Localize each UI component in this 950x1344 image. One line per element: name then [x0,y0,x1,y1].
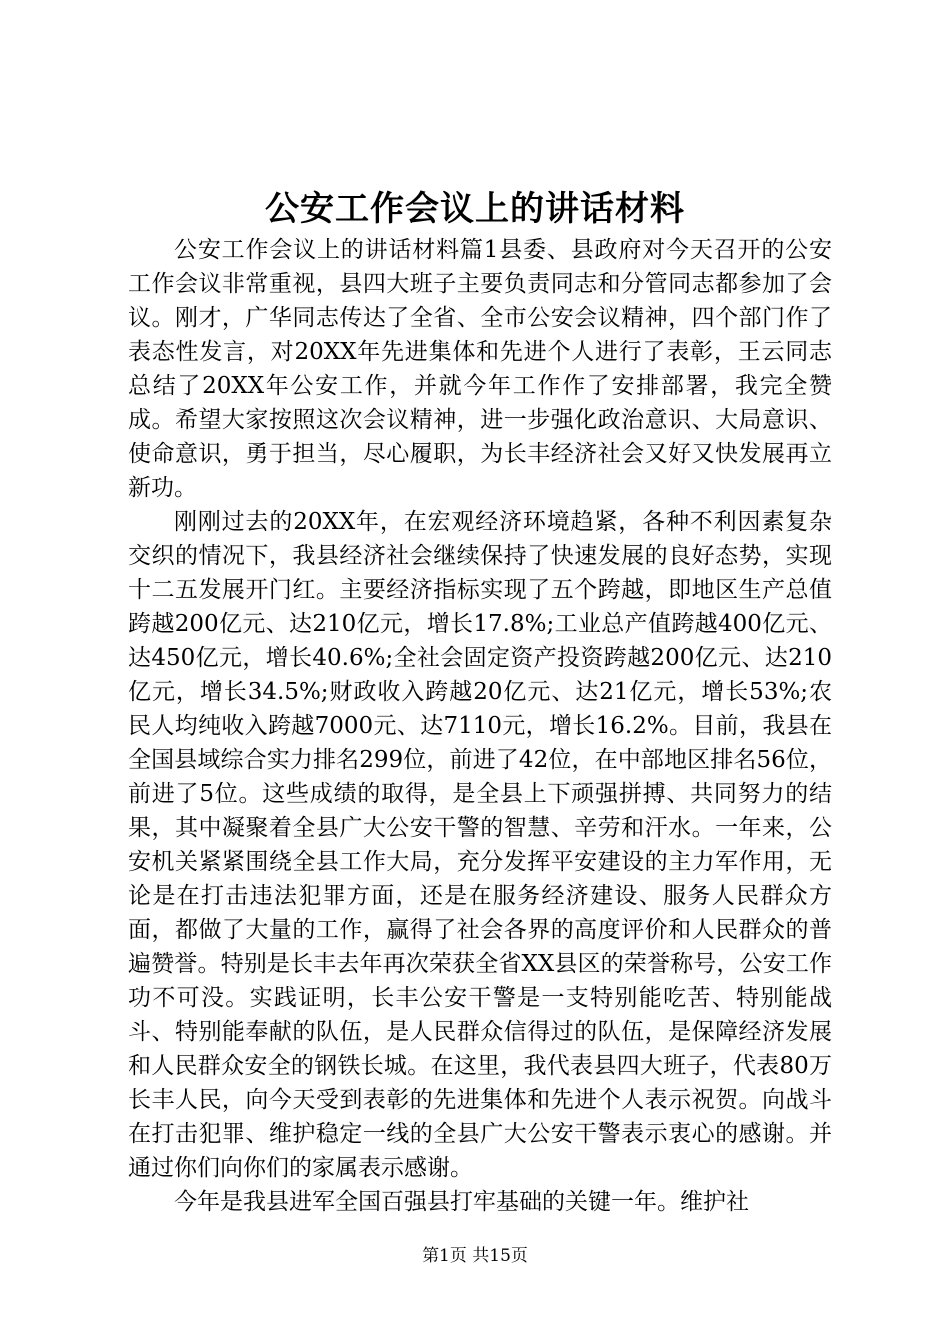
paragraph: 今年是我县进军全国百强县打牢基础的关键一年。维护社 [174,1189,749,1215]
page-number-footer: 第1页 共15页 [422,1246,528,1266]
paragraph: 公安工作会议上的讲话材料篇1县委、县政府对今天召开的公安工作会议非常重视，县四大班子主要负责同志和分管同志都参加了会议。刚才，广华同志传达了全省、全市公安会议精神，四个部门作了表态性发言，对20XX年先进集体和先进个人进行了表彰，王云同志总结了20XX年公安工作，并就今年工作作了安排部署，我完全赞成。希望大家按照这次会议精神，进一步强化政治意识、大局意识、使命意识，勇于担当，尽心履职，为长丰经济社会又好又快发展再立新功。 [128,237,832,501]
document-body [128,233,832,1219]
paragraph: 刚刚过去的20XX年，在宏观经济环境趋紧，各种不利因素复杂交织的情况下，我县经济社会继续保持了快速发展的良好态势，实现十二五发展开门红。主要经济指标实现了五个跨越，即地区生产总值跨越200亿元、达210亿元，增长17.8%;工业总产值跨越400亿元、达450亿元，增长40.6%;全社会固定资产投资跨越200亿元、达210亿元，增长34.5%;财政收入跨越20亿元、达21亿元，增长53%;农民人均纯收入跨越7000元、达7110元，增长16.2%。目前，我县在全国县域综合实力排名299位，前进了42位，在中部地区排名56位，前进了5位。这些成绩的取得，是全县上下顽强拼搏、共同努力的结果，其中凝聚着全县广大公安干警的智慧、辛劳和汗水。一年来，公安机关紧紧围绕全县工作大局，充分发挥平安建设的主力军作用，无论是在打击违法犯罪方面，还是在服务经济建设、服务人民群众方面，都做了大量的工作，赢得了社会各界的高度评价和人民群众的普遍赞誉。特别是长丰去年再次荣获全省XX县区的荣誉称号，公安工作功不可没。实践证明，长丰公安干警是一支特别能吃苦、特别能战斗、特别能奉献的队伍，是人民群众信得过的队伍，是保障经济发展和人民群众安全的钢铁长城。在这里，我代表县四大班子，代表80万长丰人民，向今天受到表彰的先进集体和先进个人表示祝贺。向战斗在打击犯罪、维护稳定一线的全县广大公安干警表示衷心的感谢。并通过你们向你们的家属表示感谢。 [128,509,832,1181]
document-title: 公安工作会议上的讲话材料 [265,189,685,229]
